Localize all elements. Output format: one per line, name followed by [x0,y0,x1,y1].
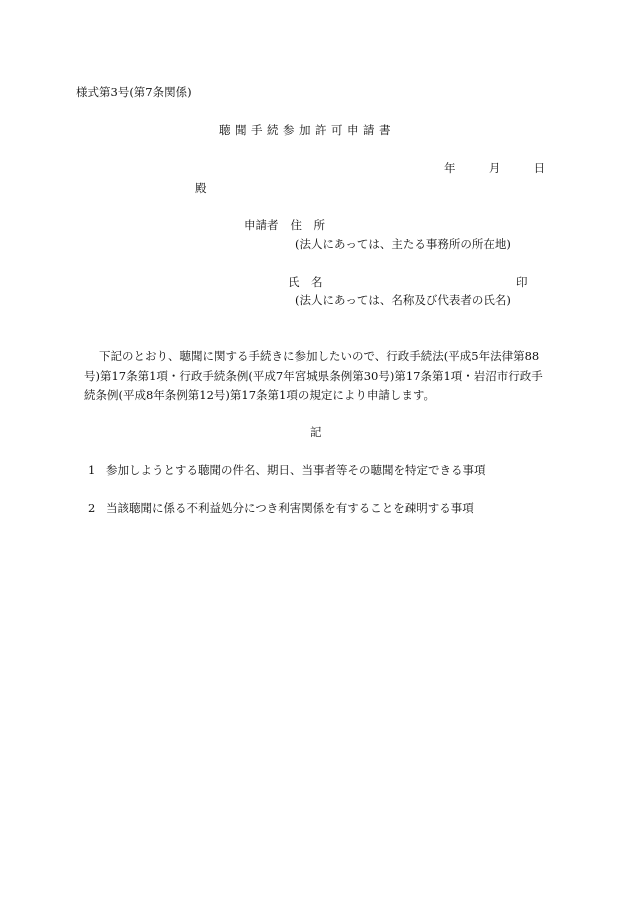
date-month: 月 [488,161,501,175]
item-text: 参加しようとする聴聞の件名、期日、当事者等その聴聞を特定できる事項 [106,463,486,477]
date-day: 日 [533,161,546,175]
list-item [88,462,486,478]
ki-heading: 記 [310,425,322,439]
date-line [444,160,545,176]
name-label: 氏 名 [288,275,323,289]
item-number: 1 [88,463,96,477]
list-item [88,500,474,516]
date-year: 年 [444,161,456,175]
addressee-suffix: 殿 [195,181,207,195]
address-label: 住 所 [290,218,325,232]
form-number: 様式第3号(第7条関係) [76,85,192,99]
applicant-label: 申請者 [244,218,279,232]
item-text: 当該聴聞に係る不利益処分につき利害関係を有することを疎明する事項 [106,501,474,515]
body-paragraph: 下記のとおり、聴聞に関する手続きに参加したいので、行政手続法(平成5年法律第88号)第17条第1項・行政手続条例(平成7年宮城県条例第30号)第17条第1項・岩沼市行政手続条例(平成8年条例第12号)第17条第1項の規定により申請します。 [84,349,543,402]
address-note: (法人にあっては、主たる事務所の所在地) [295,237,511,251]
name-note: (法人にあっては、名称及び代表者の氏名) [295,293,511,307]
document-title: 聴聞手続参加許可申請書 [219,123,395,137]
seal-mark: 印 [516,275,528,289]
item-number: 2 [88,501,96,515]
applicant-address-row [244,217,325,233]
